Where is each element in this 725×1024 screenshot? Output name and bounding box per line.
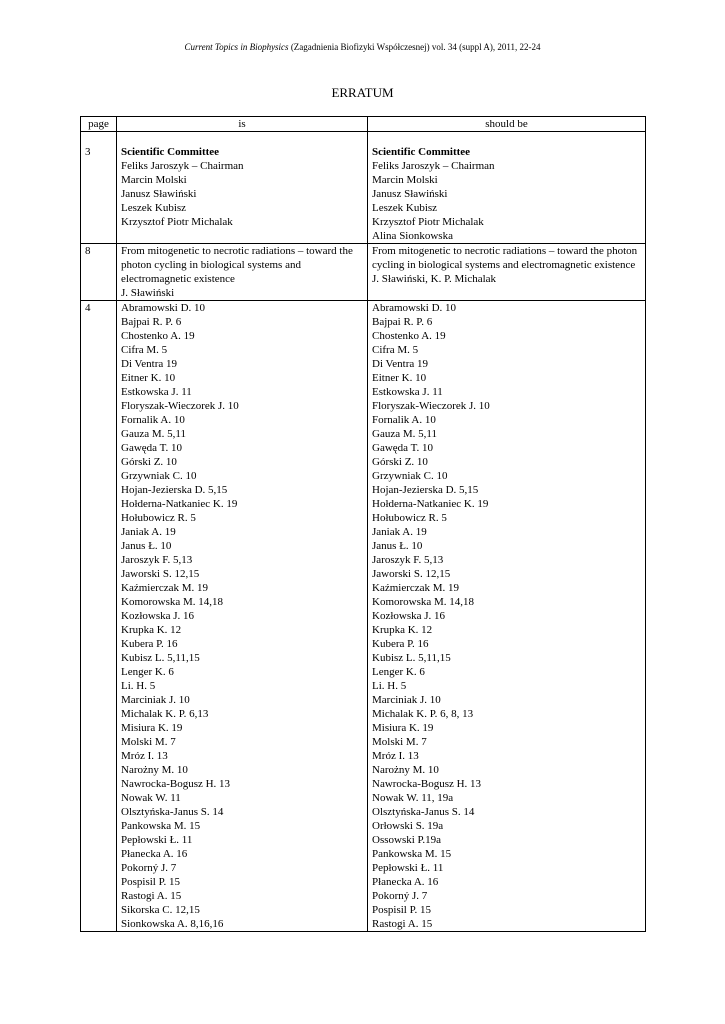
author-index-entry: Kozłowska J. 16 — [372, 610, 446, 622]
author-index-entry: Krupka K. 12 — [372, 624, 433, 636]
author-index-entry: Płanecka A. 16 — [121, 848, 188, 860]
author-index-entry: Di Ventra 19 — [121, 358, 178, 370]
author-index-entry: Molski M. 7 — [121, 736, 176, 748]
author-index-entry: Gauza M. 5,11 — [121, 428, 186, 440]
author-index-entry: Hołderna-Natkaniec K. 19 — [372, 498, 489, 510]
author-index-entry: Hojan-Jezierska D. 5,15 — [372, 484, 479, 496]
committee-member: Feliks Jaroszyk – Chairman — [121, 160, 244, 172]
author-index-entry: Gawęda T. 10 — [372, 442, 433, 454]
author-index-entry: Narożny M. 10 — [121, 764, 188, 776]
page-title: ERRATUM — [331, 85, 394, 100]
author-index-entry: Kaźmierczak M. 19 — [372, 582, 460, 594]
column-header-is: is — [117, 117, 368, 132]
author-index-entry: Narożny M. 10 — [372, 764, 439, 776]
author-index-entry: Misiura K. 19 — [372, 722, 434, 734]
author-index-entry: Misiura K. 19 — [121, 722, 183, 734]
author-index-entry: Nowak W. 11, 19a — [372, 792, 454, 804]
author-index-entry: Pospisil P. 15 — [372, 904, 431, 916]
author-index-entry: Janiak A. 19 — [121, 526, 176, 538]
author-index-entry: Cifra M. 5 — [372, 344, 419, 356]
is-cell — [117, 301, 368, 932]
author-index-entry: Estkowska J. 11 — [121, 386, 192, 398]
author-index-entry: Chostenko A. 19 — [372, 330, 446, 342]
author-index-entry: Hojan-Jezierska D. 5,15 — [121, 484, 228, 496]
article-author: J. Sławiński, K. P. Michalak — [372, 273, 497, 285]
author-index-entry: Kubisz L. 5,11,15 — [372, 652, 451, 664]
page-cell — [81, 244, 117, 301]
committee-list-is — [121, 159, 363, 229]
author-index-entry: Eitner K. 10 — [121, 372, 176, 384]
committee-list-should-be — [372, 159, 641, 243]
author-index-entry: Olsztyńska-Janus S. 14 — [121, 806, 224, 818]
column-header-page: page — [81, 117, 117, 132]
journal-name: Current Topics in Biophysics — [184, 42, 289, 52]
author-index-entry: Janus Ł. 10 — [121, 540, 172, 552]
author-index-entry: Gauza M. 5,11 — [372, 428, 437, 440]
author-index-entry: Nawrocka-Bogusz H. 13 — [121, 778, 231, 790]
author-index-entry: Fornalik A. 10 — [372, 414, 436, 426]
author-index-entry: Górski Z. 10 — [372, 456, 428, 468]
committee-member: Leszek Kubisz — [372, 202, 438, 214]
committee-heading: Scientific Committee — [372, 146, 471, 158]
author-index-entry: Grzywniak C. 10 — [121, 470, 197, 482]
committee-member: Alina Sionkowska — [372, 230, 453, 242]
author-index-entry: Nowak W. 11 — [121, 792, 181, 804]
author-index-entry: Komorowska M. 14,18 — [372, 596, 475, 608]
author-index-entry: Bajpai R. P. 6 — [121, 316, 182, 328]
author-index-entry: Lenger K. 6 — [121, 666, 174, 678]
author-index-entry: Grzywniak C. 10 — [372, 470, 448, 482]
page-number: 8 — [85, 245, 91, 257]
author-index-entry: Michalak K. P. 6,13 — [121, 708, 209, 720]
author-index-entry: Pepłowski Ł. 11 — [121, 834, 193, 846]
author-index-entry: Ossowski P.19a — [372, 834, 442, 846]
author-index-entry: Pospisil P. 15 — [121, 876, 180, 888]
author-index-entry: Hołderna-Natkaniec K. 19 — [121, 498, 238, 510]
committee-member: Marcin Molski — [372, 174, 438, 186]
author-index-entry: Krupka K. 12 — [121, 624, 182, 636]
author-index-entry: Rastogi A. 15 — [121, 890, 182, 902]
author-index-entry: Marciniak J. 10 — [372, 694, 441, 706]
author-index-is — [121, 301, 363, 931]
page-cell — [81, 301, 117, 932]
author-index-entry: Mróz I. 13 — [372, 750, 419, 762]
author-index-entry: Di Ventra 19 — [372, 358, 429, 370]
author-index-entry: Kubera P. 16 — [372, 638, 429, 650]
author-index-entry: Molski M. 7 — [372, 736, 427, 748]
is-cell — [117, 132, 368, 244]
author-index-entry: Eitner K. 10 — [372, 372, 427, 384]
author-index-entry: Nawrocka-Bogusz H. 13 — [372, 778, 482, 790]
author-index-entry: Li. H. 5 — [372, 680, 407, 692]
author-index-entry: Kaźmierczak M. 19 — [121, 582, 209, 594]
author-index-entry: Abramowski D. 10 — [121, 302, 206, 314]
running-header — [0, 42, 725, 53]
committee-member: Krzysztof Piotr Michalak — [372, 216, 484, 228]
author-index-entry: Jaroszyk F. 5,13 — [372, 554, 444, 566]
author-index-entry: Abramowski D. 10 — [372, 302, 457, 314]
committee-member: Krzysztof Piotr Michalak — [121, 216, 233, 228]
author-index-entry: Orłowski S. 19a — [372, 820, 444, 832]
should-be-cell — [368, 132, 646, 244]
page-number: 3 — [85, 146, 91, 158]
author-index-entry: Pepłowski Ł. 11 — [372, 862, 444, 874]
author-index-entry: Michalak K. P. 6, 8, 13 — [372, 708, 474, 720]
article-title: From mitogenetic to necrotic radiations – toward the photon cycling in biological systems and electromagnetic existence — [121, 245, 353, 285]
author-index-entry: Estkowska J. 11 — [372, 386, 443, 398]
author-index-entry: Gawęda T. 10 — [121, 442, 182, 454]
committee-member: Janusz Sławiński — [372, 188, 448, 200]
author-index-entry: Janus Ł. 10 — [372, 540, 423, 552]
table-row-article — [81, 244, 646, 301]
author-index-entry: Pankowska M. 15 — [121, 820, 201, 832]
author-index-entry: Kubisz L. 5,11,15 — [121, 652, 200, 664]
author-index-entry: Janiak A. 19 — [372, 526, 427, 538]
author-index-entry: Sionkowska A. 8,16,16 — [121, 918, 224, 930]
author-index-entry: Rastogi A. 15 — [372, 918, 433, 930]
author-index-entry: Fornalik A. 10 — [121, 414, 185, 426]
author-index-entry: Hołubowicz R. 5 — [121, 512, 196, 524]
author-index-entry: Floryszak-Wieczorek J. 10 — [121, 400, 239, 412]
committee-member: Leszek Kubisz — [121, 202, 187, 214]
author-index-entry: Olsztyńska-Janus S. 14 — [372, 806, 475, 818]
author-index-entry: Bajpai R. P. 6 — [372, 316, 433, 328]
author-index-entry: Hołubowicz R. 5 — [372, 512, 447, 524]
should-be-cell — [368, 301, 646, 932]
author-index-entry: Pankowska M. 15 — [372, 848, 452, 860]
table-header-row — [81, 117, 646, 132]
table-row-author-index — [81, 301, 646, 932]
author-index-entry: Górski Z. 10 — [121, 456, 177, 468]
author-index-entry: Jaworski S. 12,15 — [372, 568, 451, 580]
author-index-entry: Mróz I. 13 — [121, 750, 168, 762]
author-index-entry: Komorowska M. 14,18 — [121, 596, 224, 608]
committee-member: Feliks Jaroszyk – Chairman — [372, 160, 495, 172]
author-index-entry: Sikorska C. 12,15 — [121, 904, 200, 916]
should-be-cell — [368, 244, 646, 301]
committee-member: Janusz Sławiński — [121, 188, 197, 200]
author-index-entry: Płanecka A. 16 — [372, 876, 439, 888]
author-index-should-be — [372, 301, 641, 931]
author-index-entry: Pokorný J. 7 — [121, 862, 177, 874]
author-index-entry: Floryszak-Wieczorek J. 10 — [372, 400, 490, 412]
erratum-table — [80, 116, 646, 932]
author-index-entry: Pokorný J. 7 — [372, 890, 428, 902]
author-index-entry: Cifra M. 5 — [121, 344, 168, 356]
author-index-entry: Jaroszyk F. 5,13 — [121, 554, 193, 566]
author-index-entry: Chostenko A. 19 — [121, 330, 195, 342]
is-cell — [117, 244, 368, 301]
table-row-committee — [81, 132, 646, 244]
page-number: 4 — [85, 302, 91, 314]
author-index-entry: Li. H. 5 — [121, 680, 156, 692]
article-title: From mitogenetic to necrotic radiations – toward the photon cycling in biological systems and electromagnetic existence — [372, 245, 638, 271]
column-header-should-be: should be — [368, 117, 646, 132]
author-index-entry: Jaworski S. 12,15 — [121, 568, 200, 580]
page-cell — [81, 132, 117, 244]
author-index-entry: Lenger K. 6 — [372, 666, 425, 678]
author-index-entry: Marciniak J. 10 — [121, 694, 190, 706]
journal-details: (Zagadnienia Biofizyki Współczesnej) vol. 34 (suppl A), 2011, 22-24 — [288, 42, 541, 52]
committee-heading: Scientific Committee — [121, 146, 220, 158]
article-author: J. Sławiński — [121, 287, 175, 299]
author-index-entry: Kozłowska J. 16 — [121, 610, 195, 622]
committee-member: Marcin Molski — [121, 174, 187, 186]
author-index-entry: Kubera P. 16 — [121, 638, 178, 650]
